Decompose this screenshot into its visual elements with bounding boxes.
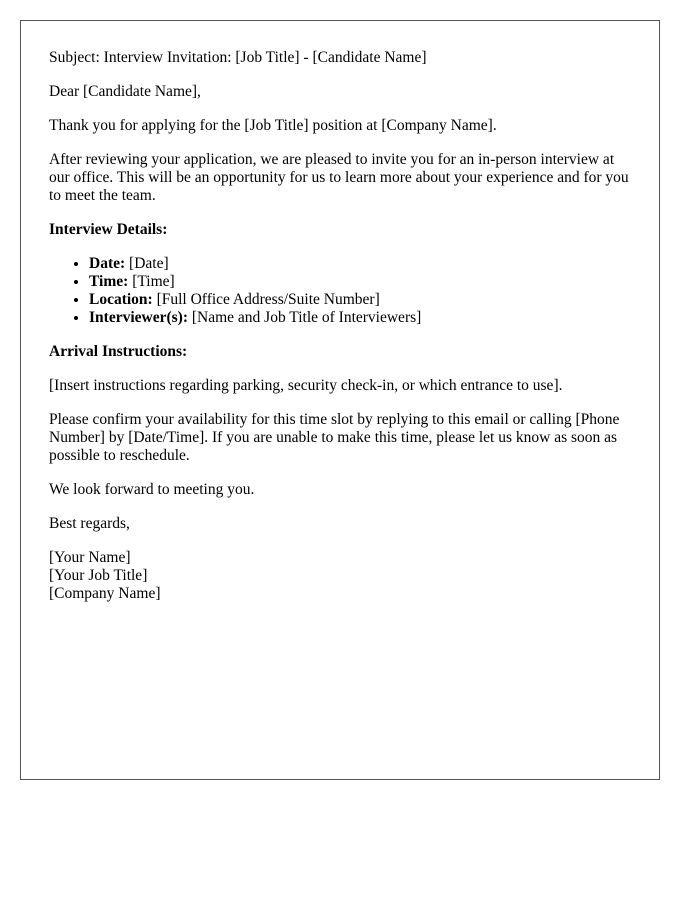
greeting: Dear [Candidate Name], [49, 83, 201, 100]
detail-value: [Time] [132, 273, 175, 290]
subject-line: Subject: Interview Invitation: [Job Title] - [Candidate Name] [49, 49, 427, 66]
detail-item-time [89, 273, 631, 291]
detail-item-location [89, 291, 631, 309]
detail-label: Location: [89, 291, 153, 308]
interview-details-heading: Interview Details: [49, 221, 168, 238]
letter-container [20, 20, 660, 780]
detail-label: Date: [89, 255, 126, 272]
signature-job-title: [Your Job Title] [49, 567, 148, 584]
signature-name: [Your Name] [49, 549, 131, 566]
signature-company: [Company Name] [49, 585, 161, 602]
detail-value: [Name and Job Title of Interviewers] [191, 309, 422, 326]
intro-paragraph: Thank you for applying for the [Job Title] position at [Company Name]. [49, 117, 497, 134]
arrival-instructions-heading: Arrival Instructions: [49, 343, 188, 360]
signature-block [49, 549, 631, 603]
closing-line: We look forward to meeting you. [49, 481, 255, 498]
detail-item-interviewers [89, 309, 631, 327]
interview-details-list [49, 255, 631, 327]
detail-label: Interviewer(s): [89, 309, 188, 326]
signoff: Best regards, [49, 515, 130, 532]
confirm-paragraph: Please confirm your availability for this time slot by replying to this email or calling [Phone Number] by [Date/Time]. If you are unable to make this time, please let us know as soon as possible to reschedule. [49, 411, 620, 464]
detail-value: [Full Office Address/Suite Number] [156, 291, 380, 308]
detail-label: Time: [89, 273, 129, 290]
detail-value: [Date] [129, 255, 169, 272]
detail-item-date [89, 255, 631, 273]
body-paragraph: After reviewing your application, we are pleased to invite you for an in-person interview at our office. This will be an opportunity for us to learn more about your experience and for you to meet the team. [49, 151, 629, 204]
arrival-instructions-text: [Insert instructions regarding parking, security check-in, or which entrance to use]. [49, 377, 563, 394]
